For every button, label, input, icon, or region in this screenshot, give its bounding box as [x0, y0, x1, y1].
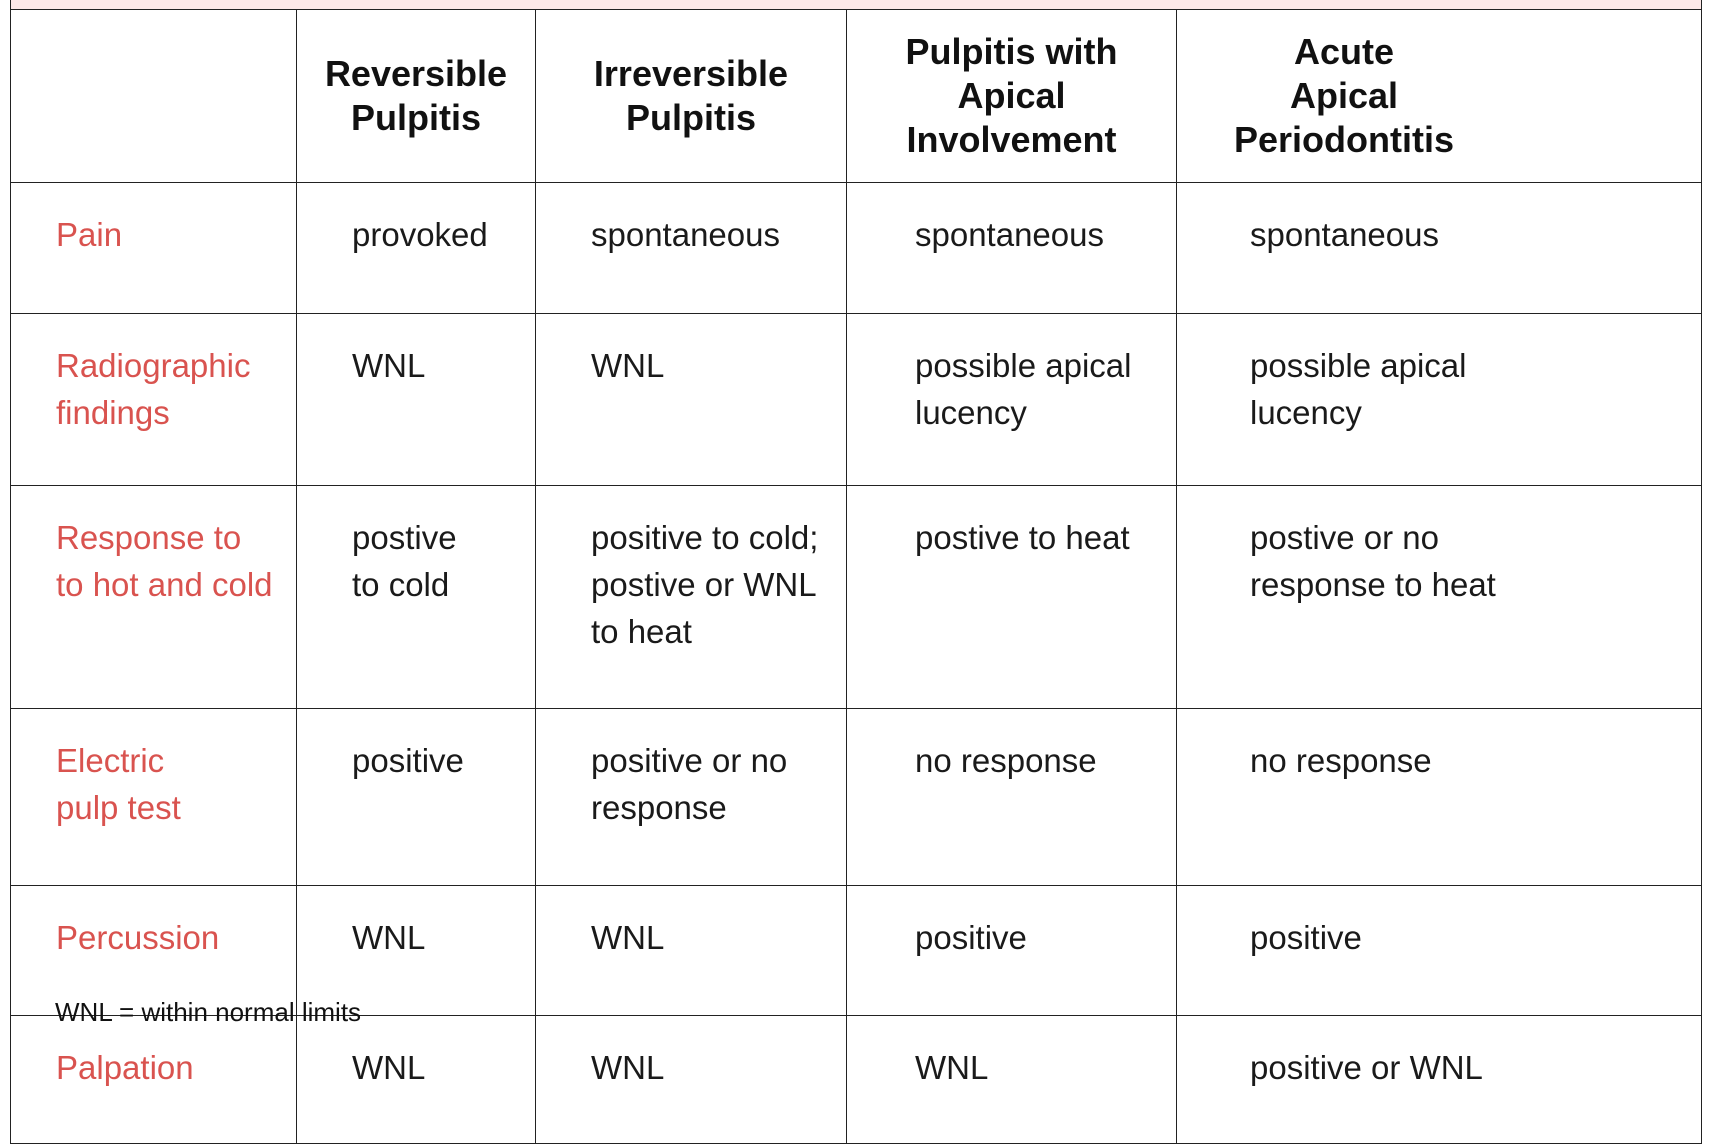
table-cell: WNL — [536, 886, 847, 1016]
row-label-pain: Pain — [11, 183, 297, 314]
header-row — [11, 10, 1702, 183]
table-cell: WNL — [297, 1016, 536, 1144]
table-cell: positive — [297, 709, 536, 886]
header-reversible-pulpitis: Reversible Pulpitis — [297, 10, 536, 183]
table-cell: spontaneous — [847, 183, 1177, 314]
table-cell: positive to cold; postive or WNL to heat — [536, 486, 847, 709]
table-cell: positive — [1177, 886, 1702, 1016]
header-empty — [11, 10, 297, 183]
row-label-palpation: Palpation — [11, 1016, 297, 1144]
header-pulpitis-apical-involvement: Pulpitis with Apical Involvement — [847, 10, 1177, 183]
table-cell: postive to heat — [847, 486, 1177, 709]
row-label-response-hot-cold: Response to to hot and cold — [11, 486, 297, 709]
table-cell: WNL — [297, 314, 536, 486]
table-cell: spontaneous — [1177, 183, 1702, 314]
table-cell: WNL — [536, 314, 847, 486]
table-cell: possible apical lucency — [1177, 314, 1702, 486]
row-label-percussion: Percussion — [11, 886, 297, 1016]
table-cell: no response — [847, 709, 1177, 886]
table-cell: positive — [847, 886, 1177, 1016]
table-row — [11, 709, 1702, 886]
row-label-electric-pulp-test: Electric pulp test — [11, 709, 297, 886]
table-cell: WNL — [297, 886, 536, 1016]
header-acute-apical-periodontitis: Acute Apical Periodontitis — [1177, 10, 1702, 183]
table-cell: spontaneous — [536, 183, 847, 314]
pulpitis-comparison-table — [10, 9, 1702, 1144]
table-cell: provoked — [297, 183, 536, 314]
table-cell: WNL — [847, 1016, 1177, 1144]
table-row — [11, 486, 1702, 709]
table-cell: positive or no response — [536, 709, 847, 886]
table-row — [11, 1016, 1702, 1144]
table-cell: positive or WNL — [1177, 1016, 1702, 1144]
table-cell: WNL — [536, 1016, 847, 1144]
table-cell: postive or no response to heat — [1177, 486, 1702, 709]
table-cell: no response — [1177, 709, 1702, 886]
header-irreversible-pulpitis: Irreversible Pulpitis — [536, 10, 847, 183]
table-cell: possible apical lucency — [847, 314, 1177, 486]
table-row — [11, 314, 1702, 486]
footnote: WNL = within normal limits — [55, 997, 362, 1027]
row-label-radiographic-findings: Radiographic findings — [11, 314, 297, 486]
table-row — [11, 183, 1702, 314]
table-cell: postive to cold — [297, 486, 536, 709]
table-row — [11, 886, 1702, 1016]
